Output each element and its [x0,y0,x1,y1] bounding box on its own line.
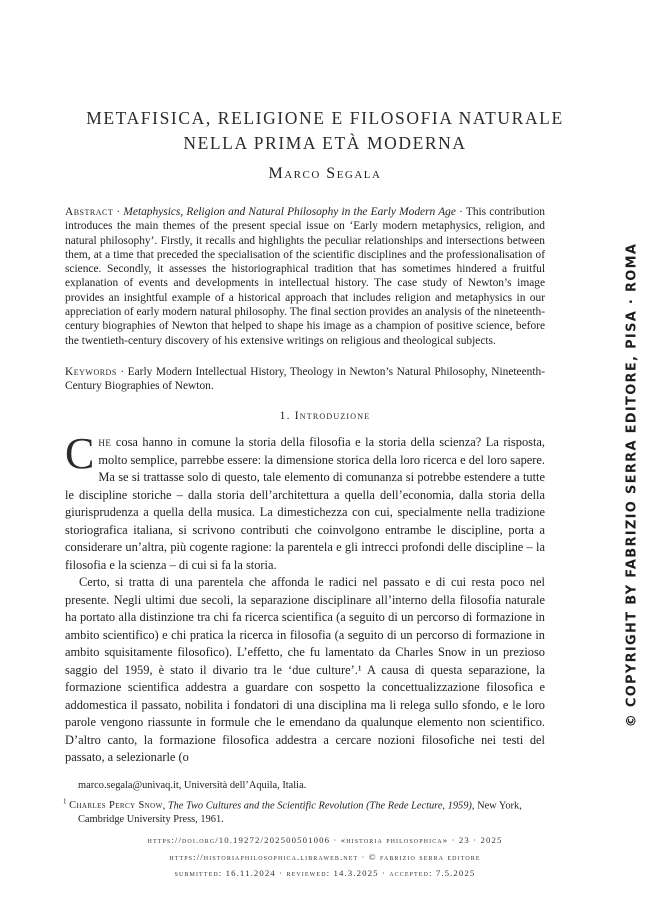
author-affiliation: marco.segala@univaq.it, Università dell’Aquila, Italia. [78,780,307,791]
author-name: Marco Segala [268,165,382,182]
website-line: https://historiaphilosophica.libraweb.net · © fabrizio serra editore [169,851,481,862]
footnote-book-title: The Two Cultures and the Scientific Revolution (The Rede Lecture, 1959) [167,800,472,812]
keywords [65,365,545,394]
footnote-author: Charles Percy Snow [69,800,163,812]
abstract-title: Metaphysics, Religion and Natural Philosophy in the Early Modern Age [123,206,456,218]
drop-cap-continuation: he [98,435,112,449]
footnote-1 [63,796,548,826]
abstract-text: · This contribution introduces the main themes of the present special issue on ‘Early modern metaphysics, religion, and natural philosophy’. Firstly, it recalls and highlights the peculiar relationships and intersections between them, at a time that preceded the specialisation of the scientific disciplines and the professionalisation of science. Secondly, it assesses the historiographical tradition that has sometimes hindered a fruitful explanation of events and developments in intellectual history. The case study of Newton’s image provides an insightful example of a historical approach that includes religion and metaphysics in our appreciation of early modern natural philosophy. The final section provides an analysis of the nineteenth-century biographies of Newton that helped to shape his image as a champion of positive science, before the twentieth-century discovery of his extensive writings on religious and theological subjects. [65,206,545,347]
footnote-separator: , [162,800,168,812]
abstract [65,205,545,348]
doi-line: https://doi.org/10.19272/202500501006 · «historia philosophica» · 23 · 2025 [147,835,503,845]
colophon [40,832,610,882]
footnote-publisher: , New York, Cambridge University Press, 1961. [78,800,522,825]
footnote-number: 1 [63,798,67,806]
section-heading: 1. Introduzione [279,410,371,422]
article-title [40,106,610,156]
side-copyright-notice: © COPYRIGHT BY FABRIZIO SERRA EDITORE, PISA · ROMA [624,242,640,728]
keywords-text: · Early Modern Intellectual History, Theology in Newton’s Natural Philosophy, Nineteenth-Century Biographies of Newton. [65,366,545,393]
paragraph-2: Certo, si tratta di una parentela che affonda le radici nel passato e di cui resta poco nel presente. Negli ultimi due secoli, la separazione disciplinare all’interno della filosofia naturale ha portato alla distinzione tra chi fa ricerca scientifica (a seguito di un percorso di formazione in ambito scientifico) e chi pratica la ricerca in filosofia (a seguito di un percorso di formazione in ambito squisitamente filosofico). L’effetto, che fu lamentato da Charles Snow in un prezioso saggio del 1959, è stato il divario tra le ‘due culture’.¹ A causa di questa separazione, la formazione scientifica addestra a guardare con sospetto la concettualizzazione filosofica e addomestica il passato, nobilita i fondatori di una disciplina ma li relega sullo sfondo, e le loro parole vengono riassunte in formule che le emendano da qualunque elemento non scientifico. D’altro canto, la formazione filosofica addestra a cercare nozioni filosofiche nei testi del passato, a selezionarle (o [65,575,545,764]
abstract-label: Abstract [65,206,114,218]
drop-cap: C [65,429,95,478]
title-line-2: NELLA PRIMA ETÀ MODERNA [183,133,467,153]
keywords-label: Keywords [65,366,117,378]
paragraph-1 [65,429,545,574]
body-text [65,429,545,767]
title-line-1: METAFISICA, RELIGIONE E FILOSOFIA NATURALE [86,108,564,128]
abstract-separator: · [113,206,124,218]
paragraph-1-text: cosa hanno in comune la storia della filosofia e la storia della scienza? La risposta, molto semplice, parrebbe essere: la dimensione storica della loro ricerca e del loro sapere. Ma se si trattasse solo di questo, tale elemento di comunanza si potrebbe estendere a tutte le discipline storiche – dalla storia dell’architettura a quella dell’economia, dalla storia della giurisprudenza a quella della musica. La dimestichezza con cui, specialmente nella tradizione storiografica italiana, si scrivono contributi che coinvolgono entrambe le discipline, porta a considerare un’altra, più cogente ragione: la parentela e gli intrecci profondi delle discipline – la filosofia e la scienza – di cui si fa la storia. [65,435,545,572]
dates-line: submitted: 16.11.2024 · reviewed: 14.3.2025 · accepted: 7.5.2025 [174,868,476,878]
